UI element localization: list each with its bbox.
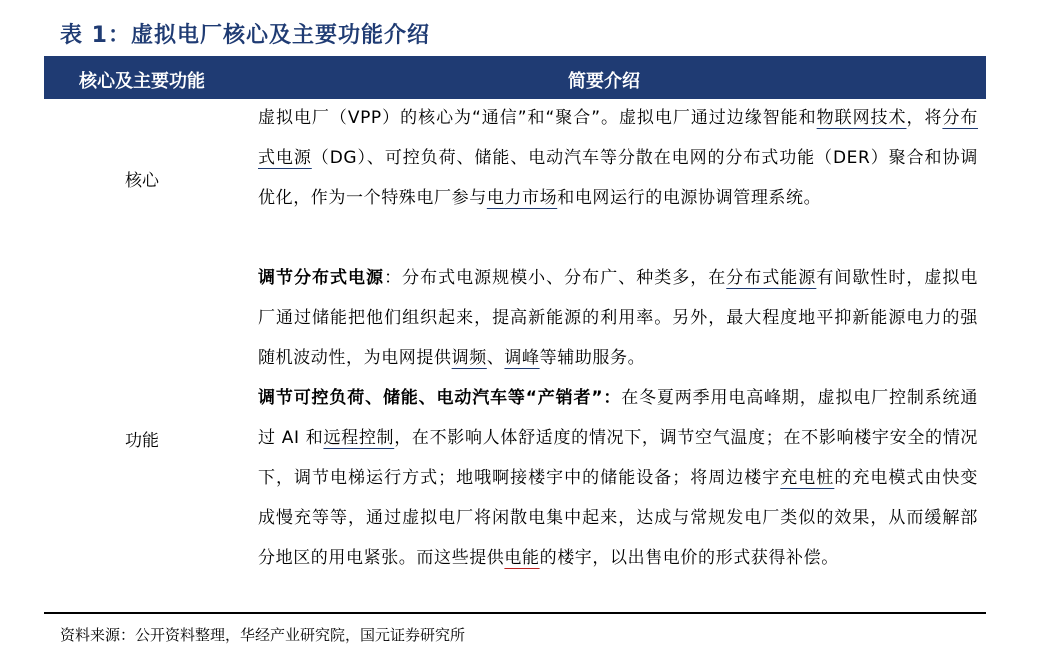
- table-bottom-rule: [44, 612, 986, 614]
- function-paragraph-2: 调节可控负荷、储能、电动汽车等“产销者”：在冬夏两季用电高峰期，虚拟电厂控制系统通过 AI 和远程控制，在不影响人体舒适度的情况下，调节空气温度；在不影响楼宇安全的情况下，调节电梯运行方式；地哦啊接楼宇中的储能设备；将周边楼宇充电桩的充电模式由快变成慢充等等，通过虚拟电厂将闲散电集中起来，达成与常规发电厂类似的效果，从而缓解部分地区的用电紧张。而这些提供电能的楼宇，以出售电价的形式获得补偿。: [258, 388, 979, 568]
- source-note: 资料来源：公开资料整理，华经产业研究院，国元证券研究所: [60, 626, 466, 644]
- link-frequency-regulation[interactable]: 调频: [451, 348, 487, 368]
- link-distributed-energy[interactable]: 分布式能源: [726, 268, 817, 288]
- link-power-market[interactable]: 电力市场: [486, 188, 558, 208]
- link-iot[interactable]: 物联网技术: [816, 108, 907, 128]
- core-paragraph: 虚拟电厂（VPP）的核心为“通信”和“聚合”。虚拟电厂通过边缘智能和物联网技术，将分布式电源（DG）、可控负荷、储能、电动汽车等分散在电网的分布式功能（DER）聚合和协调优化，作为一个特殊电厂参与电力市场和电网运行的电源协调管理系统。: [258, 108, 979, 208]
- link-peak-regulation[interactable]: 调峰: [504, 348, 540, 368]
- link-electric-energy[interactable]: 电能: [504, 548, 540, 568]
- header-col-function: 核心及主要功能: [79, 71, 205, 92]
- table-title: 表 1：虚拟电厂核心及主要功能介绍: [60, 23, 430, 48]
- link-remote-control[interactable]: 远程控制: [323, 428, 395, 448]
- link-charging-pile[interactable]: 充电桩: [780, 468, 835, 488]
- category-core: 核心: [125, 171, 159, 191]
- table-header: [44, 59, 986, 97]
- link-distributed-power[interactable]: 分布式电源: [258, 108, 979, 168]
- category-function: 功能: [125, 431, 159, 451]
- function-paragraph-1: 调节分布式电源：分布式电源规模小、分布广、种类多，在分布式能源有间歇性时，虚拟电厂通过储能把他们组织起来，提高新能源的利用率。另外，最大程度地平抑新能源电力的强随机波动性，为电网提供调频、调峰等辅助服务。: [258, 268, 979, 368]
- header-col-summary: 简要介绍: [568, 71, 640, 92]
